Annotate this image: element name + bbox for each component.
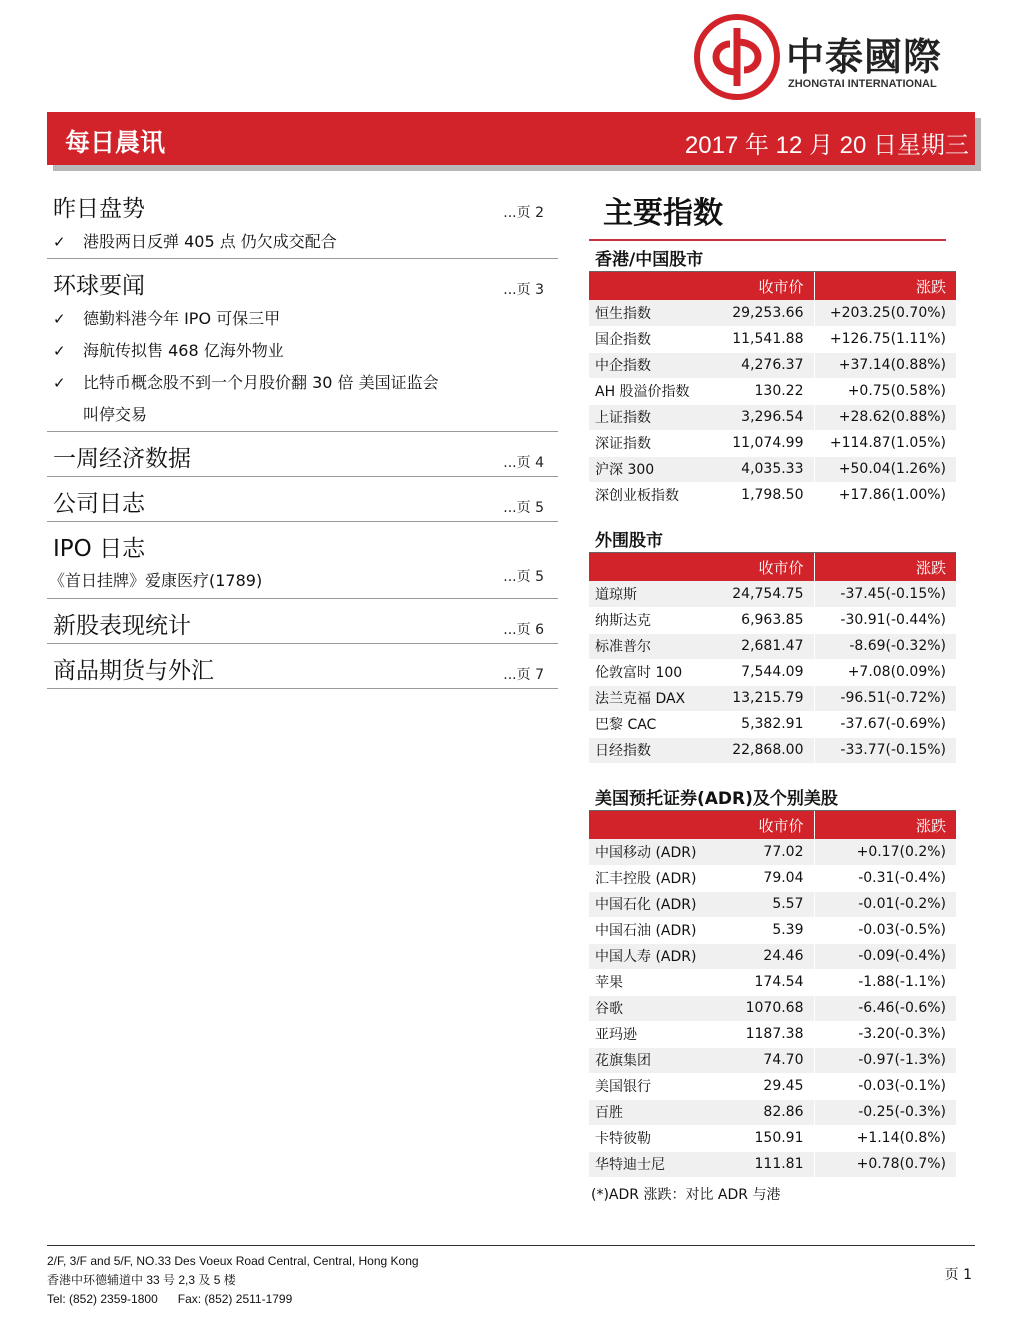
header-close: 收市价 <box>721 811 814 839</box>
adr-table <box>589 811 956 1178</box>
index-name-cell: 花旗集团 <box>589 1047 721 1073</box>
table-row <box>589 378 956 404</box>
close-price-cell: 11,074.99 <box>721 430 814 456</box>
close-price-cell: 7,544.09 <box>721 659 814 685</box>
close-price-cell: 4,276.37 <box>721 352 814 378</box>
close-price-cell: 29.45 <box>721 1073 814 1099</box>
close-price-cell: 4,035.33 <box>721 456 814 482</box>
check-icon: ✓ <box>53 342 66 360</box>
toc-section-economic-data[interactable] <box>47 432 558 477</box>
table-row <box>589 865 956 891</box>
close-price-cell: 29,253.66 <box>721 300 814 326</box>
header-change: 涨跌 <box>814 272 956 300</box>
change-cell: -0.01(-0.2%) <box>814 891 956 917</box>
index-name-cell: 中企指数 <box>589 352 721 378</box>
change-cell: +114.87(1.05%) <box>814 430 956 456</box>
index-name-cell: 中国石化 (ADR) <box>589 891 721 917</box>
toc-page-ref: ...页 5 <box>503 500 544 516</box>
close-price-cell: 13,215.79 <box>721 685 814 711</box>
report-title: 每日晨讯 <box>65 128 166 157</box>
change-cell: +37.14(0.88%) <box>814 352 956 378</box>
index-name-cell: 亚玛逊 <box>589 1021 721 1047</box>
index-name-cell: 谷歌 <box>589 995 721 1021</box>
toc-section-global-news[interactable] <box>47 259 558 432</box>
toc-page-ref: ...页 5 <box>503 569 544 585</box>
close-price-cell: 150.91 <box>721 1125 814 1151</box>
close-price-cell: 24.46 <box>721 943 814 969</box>
index-name-cell: 伦敦富时 100 <box>589 659 721 685</box>
hk-china-table <box>589 272 956 509</box>
check-icon: ✓ <box>53 233 66 251</box>
close-price-cell: 174.54 <box>721 969 814 995</box>
header-close: 收市价 <box>721 272 814 300</box>
toc-item-continued[interactable]: 叫停交易 <box>83 405 148 424</box>
close-price-cell: 82.86 <box>721 1099 814 1125</box>
table-row <box>589 1047 956 1073</box>
index-name-cell: 道琼斯 <box>589 581 721 607</box>
toc-section-company-log[interactable] <box>47 477 558 522</box>
toc-title: 昨日盘势 <box>53 196 145 222</box>
address-en: 2/F, 3/F and 5/F, NO.33 Des Voeux Road Central, Central, Hong Kong <box>47 1254 419 1268</box>
index-name-cell: 中国石油 (ADR) <box>589 917 721 943</box>
index-name-cell: 汇丰控股 (ADR) <box>589 865 721 891</box>
toc-title: 环球要闻 <box>53 273 145 299</box>
toc-page-ref: ...页 3 <box>503 282 544 298</box>
check-icon: ✓ <box>53 374 66 392</box>
toc-title: 新股表现统计 <box>53 613 191 639</box>
index-name-cell: 中国人寿 (ADR) <box>589 943 721 969</box>
change-cell: +28.62(0.88%) <box>814 404 956 430</box>
close-price-cell: 2,681.47 <box>721 633 814 659</box>
table-row <box>589 943 956 969</box>
contact: Tel: (852) 2359-1800 Fax: (852) 2511-1799 <box>47 1292 293 1306</box>
index-name-cell: 标准普尔 <box>589 633 721 659</box>
header-name <box>589 272 721 300</box>
header-name <box>589 811 721 839</box>
close-price-cell: 1070.68 <box>721 995 814 1021</box>
table-row <box>589 581 956 607</box>
toc-item[interactable]: ✓ 比特币概念股不到一个月股价翻 30 倍 美国证监会 <box>47 367 558 399</box>
toc-section-commodities-fx[interactable] <box>47 644 558 689</box>
toc-title: IPO 日志 <box>53 536 146 562</box>
adr-note: (*)ADR 涨跌：对比 ADR 与港 <box>591 1186 781 1203</box>
close-price-cell: 5.39 <box>721 917 814 943</box>
table-of-contents <box>47 182 558 689</box>
logo-chinese-name: 中泰國際 <box>786 35 943 79</box>
index-name-cell: 美国银行 <box>589 1073 721 1099</box>
index-name-cell: 卡特彼勒 <box>589 1125 721 1151</box>
close-price-cell: 24,754.75 <box>721 581 814 607</box>
index-name-cell: 苹果 <box>589 969 721 995</box>
table-row <box>589 326 956 352</box>
table-row <box>589 404 956 430</box>
change-cell: -0.09(-0.4%) <box>814 943 956 969</box>
toc-page-ref: ...页 7 <box>503 667 544 683</box>
close-price-cell: 74.70 <box>721 1047 814 1073</box>
change-cell: +17.86(1.00%) <box>814 482 956 508</box>
page-number: 页 1 <box>944 1267 972 1283</box>
index-name-cell: 恒生指数 <box>589 300 721 326</box>
table-row <box>589 352 956 378</box>
change-cell: -8.69(-0.32%) <box>814 633 956 659</box>
table-caption: 美国预托证券(ADR)及个别美股 <box>589 787 956 811</box>
index-name-cell: 深创业板指数 <box>589 482 721 508</box>
table-row <box>589 685 956 711</box>
close-price-cell: 1187.38 <box>721 1021 814 1047</box>
close-price-cell: 22,868.00 <box>721 737 814 763</box>
table-row <box>589 1021 956 1047</box>
close-price-cell: 3,296.54 <box>721 404 814 430</box>
table-row <box>589 1073 956 1099</box>
close-price-cell: 130.22 <box>721 378 814 404</box>
toc-title: 公司日志 <box>53 491 145 517</box>
table-row <box>589 607 956 633</box>
header-close: 收市价 <box>721 553 814 581</box>
close-price-cell: 77.02 <box>721 839 814 865</box>
toc-section-market[interactable] <box>47 182 558 259</box>
toc-section-ipo-log[interactable] <box>47 522 558 599</box>
index-name-cell: 沪深 300 <box>589 456 721 482</box>
change-cell: -37.67(-0.69%) <box>814 711 956 737</box>
change-cell: -30.91(-0.44%) <box>814 607 956 633</box>
index-name-cell: 法兰克福 DAX <box>589 685 721 711</box>
toc-page-ref: ...页 2 <box>503 205 544 221</box>
change-cell: -37.45(-0.15%) <box>814 581 956 607</box>
table-row <box>589 456 956 482</box>
table-row <box>589 1125 956 1151</box>
company-logo <box>694 14 964 106</box>
table-row <box>589 1099 956 1125</box>
close-price-cell: 5,382.91 <box>721 711 814 737</box>
title-divider <box>589 239 946 241</box>
check-icon: ✓ <box>53 310 66 328</box>
table-row <box>589 711 956 737</box>
change-cell: -1.88(-1.1%) <box>814 969 956 995</box>
change-cell: +7.08(0.09%) <box>814 659 956 685</box>
change-cell: -3.20(-0.3%) <box>814 1021 956 1047</box>
change-cell: -6.46(-0.6%) <box>814 995 956 1021</box>
change-cell: -0.25(-0.3%) <box>814 1099 956 1125</box>
footer-divider <box>47 1245 975 1246</box>
toc-title: 一周经济数据 <box>53 446 191 472</box>
index-name-cell: 国企指数 <box>589 326 721 352</box>
close-price-cell: 79.04 <box>721 865 814 891</box>
overseas-table <box>589 553 956 764</box>
report-date: 2017 年 12 月 20 日星期三 <box>684 132 969 159</box>
close-price-cell: 111.81 <box>721 1151 814 1177</box>
header-banner <box>47 112 975 165</box>
index-name-cell: 上证指数 <box>589 404 721 430</box>
header-change: 涨跌 <box>814 811 956 839</box>
change-cell: -0.97(-1.3%) <box>814 1047 956 1073</box>
index-name-cell: 深证指数 <box>589 430 721 456</box>
change-cell: +0.17(0.2%) <box>814 839 956 865</box>
toc-item[interactable]: ✓ 港股两日反弹 405 点 仍欠成交配合 <box>47 226 558 258</box>
header-name <box>589 553 721 581</box>
table-row <box>589 659 956 685</box>
change-cell: -0.03(-0.1%) <box>814 1073 956 1099</box>
address-cn: 香港中环德辅道中 33 号 2,3 及 5 楼 <box>47 1273 236 1287</box>
close-price-cell: 5.57 <box>721 891 814 917</box>
change-cell: -33.77(-0.15%) <box>814 737 956 763</box>
toc-item[interactable]: ✓ 德勤料港今年 IPO 可保三甲 <box>47 303 558 335</box>
hk-china-table-block <box>589 248 956 509</box>
table-row <box>589 995 956 1021</box>
change-cell: +0.78(0.7%) <box>814 1151 956 1177</box>
table-row <box>589 737 956 763</box>
change-cell: -0.03(-0.5%) <box>814 917 956 943</box>
index-name-cell: 百胜 <box>589 1099 721 1125</box>
table-caption: 香港/中国股市 <box>589 248 956 272</box>
header-change: 涨跌 <box>814 553 956 581</box>
close-price-cell: 6,963.85 <box>721 607 814 633</box>
close-price-cell: 1,798.50 <box>721 482 814 508</box>
change-cell: -0.31(-0.4%) <box>814 865 956 891</box>
change-cell: +126.75(1.11%) <box>814 326 956 352</box>
table-row <box>589 891 956 917</box>
table-row <box>589 917 956 943</box>
toc-item[interactable]: ✓ 海航传拟售 468 亿海外物业 <box>47 335 558 367</box>
table-row <box>589 1151 956 1177</box>
index-name-cell: 巴黎 CAC <box>589 711 721 737</box>
table-row <box>589 633 956 659</box>
table-row <box>589 482 956 508</box>
overseas-table-block <box>589 529 956 764</box>
change-cell: +203.25(0.70%) <box>814 300 956 326</box>
logo-english-name: ZHONGTAI INTERNATIONAL <box>788 78 937 90</box>
change-cell: -96.51(-0.72%) <box>814 685 956 711</box>
close-price-cell: 11,541.88 <box>721 326 814 352</box>
table-row <box>589 839 956 865</box>
index-name-cell: 纳斯达克 <box>589 607 721 633</box>
table-row <box>589 430 956 456</box>
table-row <box>589 969 956 995</box>
table-caption: 外围股市 <box>589 529 956 553</box>
toc-page-ref: ...页 6 <box>503 622 544 638</box>
change-cell: +0.75(0.58%) <box>814 378 956 404</box>
footer-address <box>47 1252 419 1309</box>
change-cell: +50.04(1.26%) <box>814 456 956 482</box>
indices-title: 主要指数 <box>603 196 723 231</box>
index-name-cell: 日经指数 <box>589 737 721 763</box>
toc-section-new-shares[interactable] <box>47 599 558 644</box>
adr-table-block <box>589 787 956 1204</box>
change-cell: +1.14(0.8%) <box>814 1125 956 1151</box>
zhongtai-logo-icon <box>694 14 780 100</box>
index-name-cell: AH 股溢价指数 <box>589 378 721 404</box>
toc-title: 商品期货与外汇 <box>53 658 214 684</box>
index-name-cell: 华特迪士尼 <box>589 1151 721 1177</box>
table-row <box>589 300 956 326</box>
toc-sub-item[interactable]: 《首日挂牌》爱康医疗(1789) ...页 5 <box>47 566 558 598</box>
index-name-cell: 中国移动 (ADR) <box>589 839 721 865</box>
toc-page-ref: ...页 4 <box>503 455 544 471</box>
